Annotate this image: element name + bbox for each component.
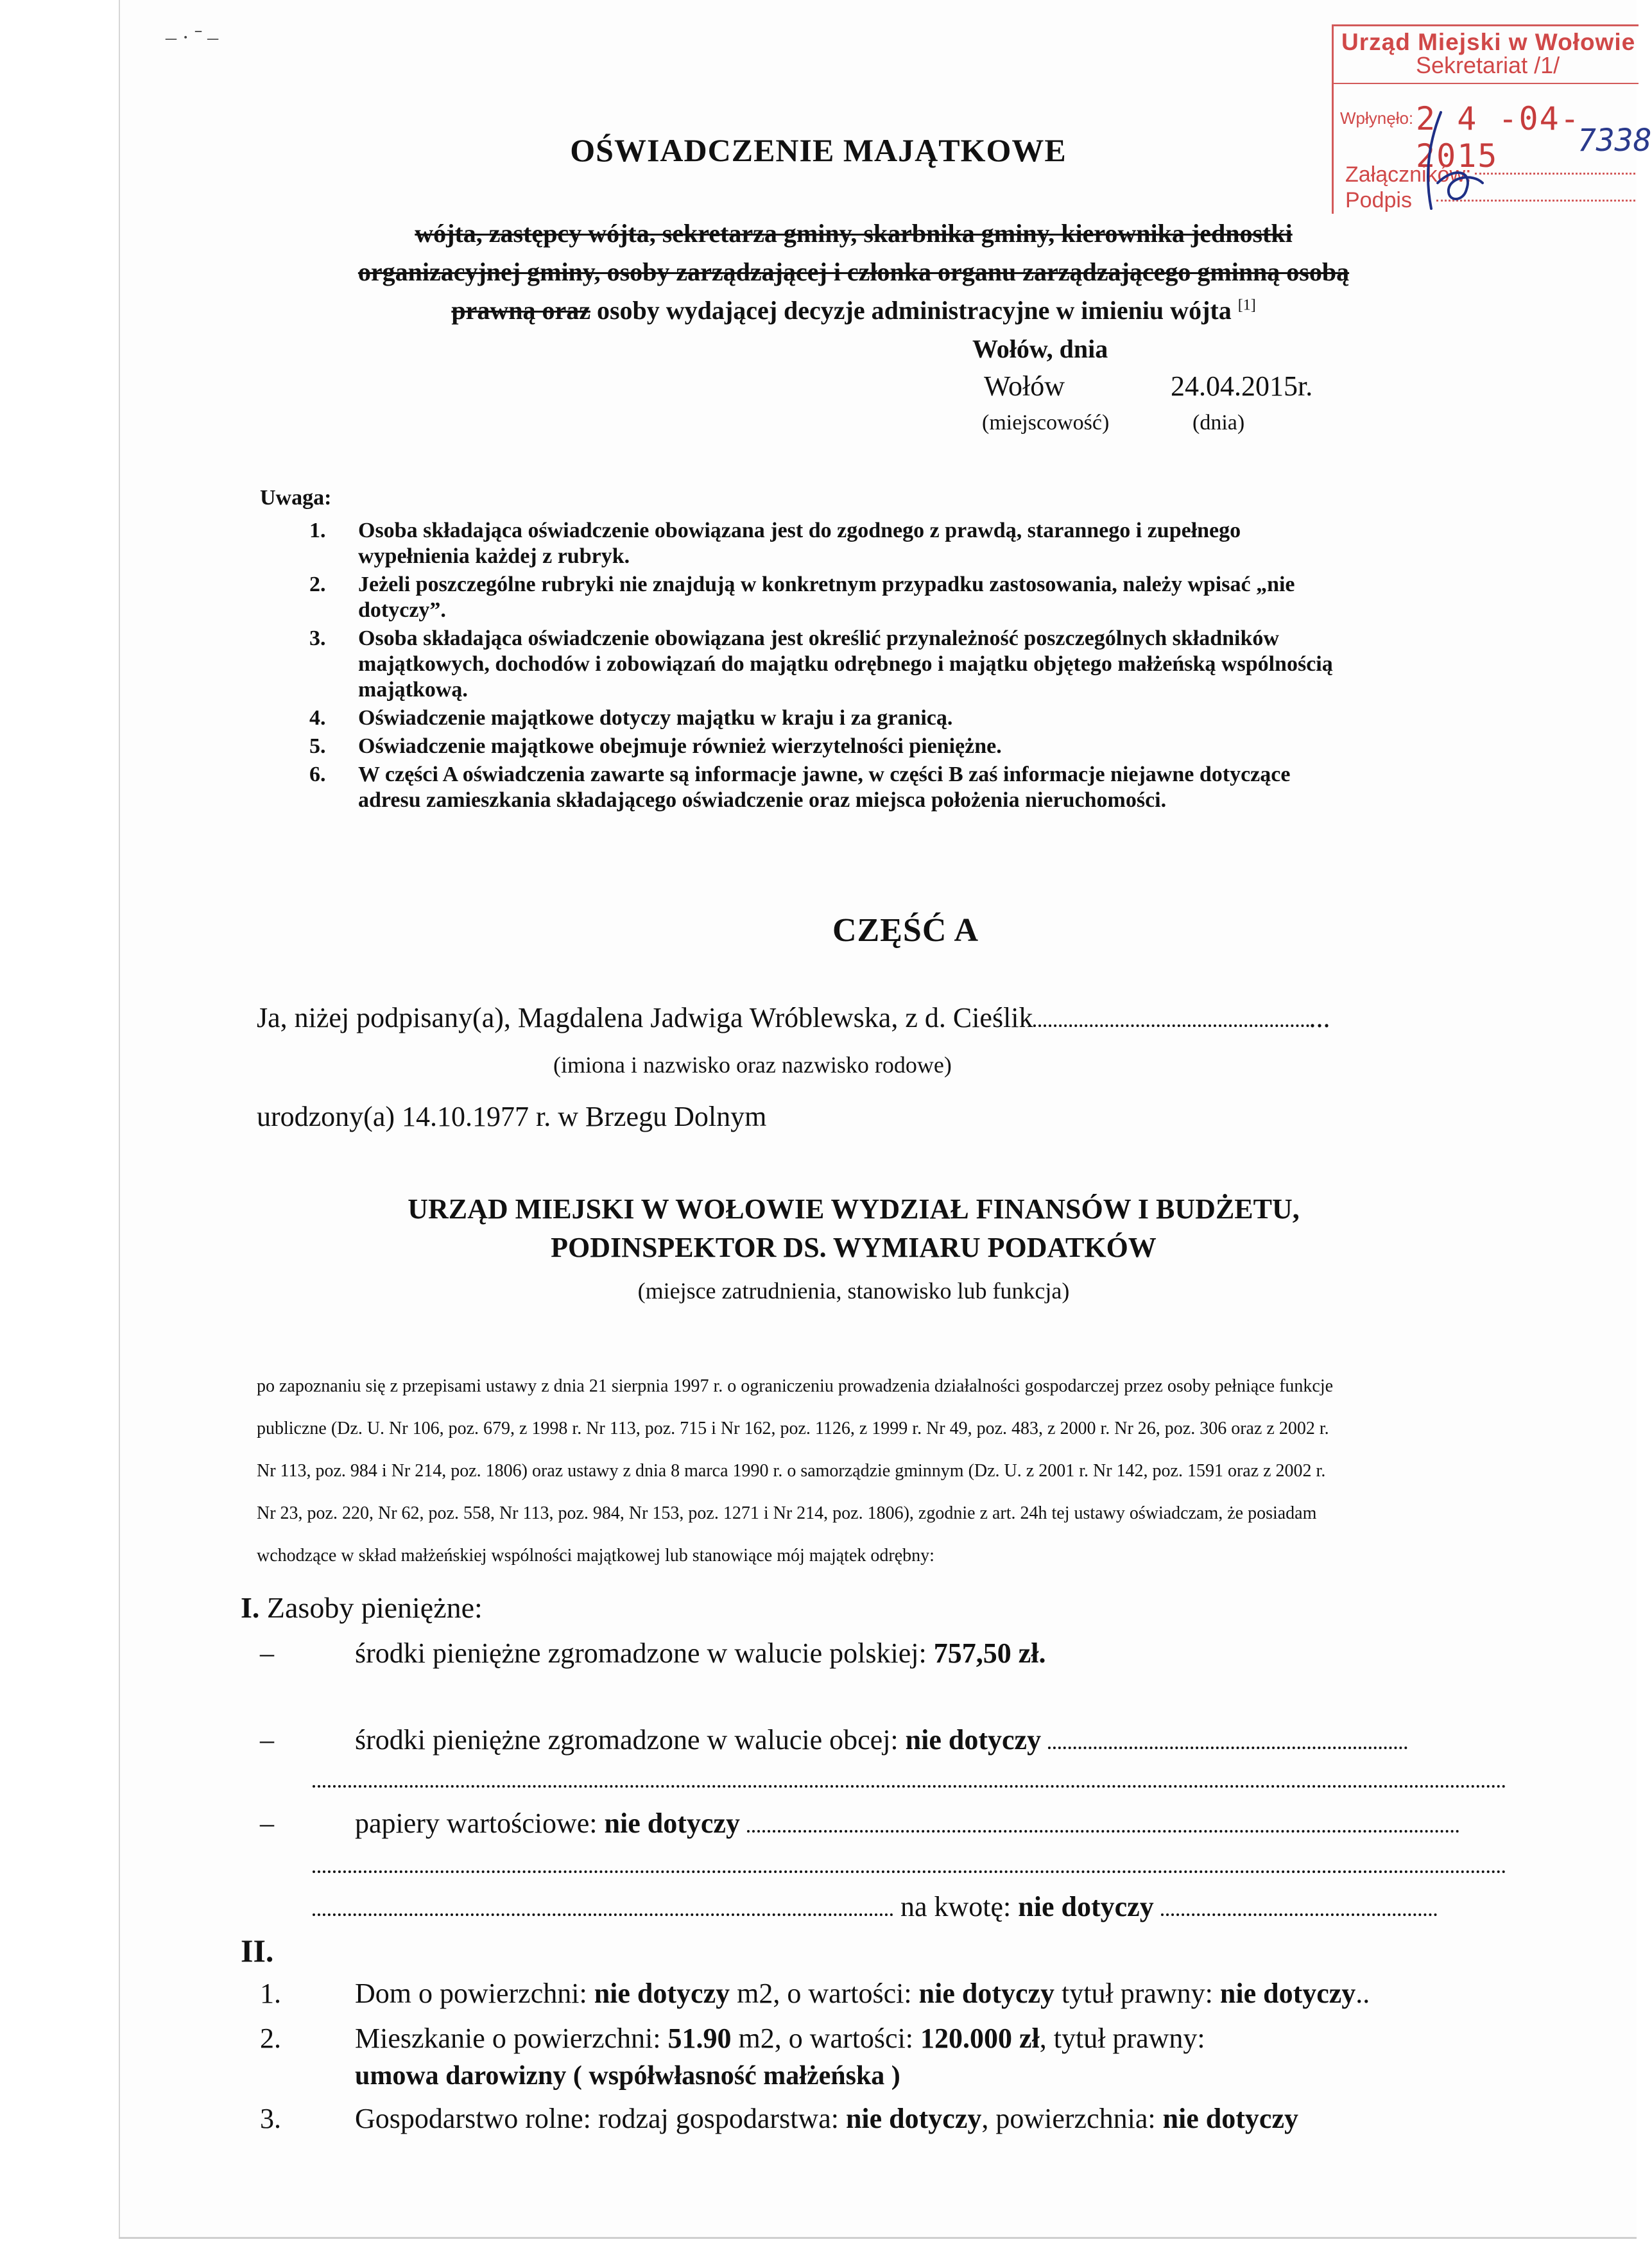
stamp-office: Urząd Miejski w Wołowie (1341, 29, 1636, 55)
notice-item-line: Osoba składająca oświadczenie obowiązana jest określić przynależność poszczególnych składników (358, 626, 1279, 650)
page-edge (119, 0, 120, 2237)
date-value: 24.04.2015r. (1171, 370, 1313, 402)
securities-amount-dots (1161, 1913, 1437, 1916)
cash-foreign-label: środki pieniężne zgromadzone w walucie obcej: (355, 1724, 906, 1756)
page-bottom-edge (119, 2237, 1637, 2239)
securities-amount-leading-dots (313, 1913, 893, 1916)
flat-title-value: umowa darowizny ( współwłasność małżeńska ) (355, 2061, 900, 2091)
cash-foreign-value: nie dotyczy (905, 1724, 1042, 1756)
subtitle-struck-text-3: prawną oraz (451, 296, 590, 325)
flat-title-label: , tytuł prawny: (1039, 2023, 1205, 2054)
securities-row (355, 1807, 1459, 1840)
legal-text-line: publiczne (Dz. U. Nr 106, poz. 679, z 1998 r. Nr 113, poz. 715 i Nr 162, poz. 1126, z 1999 r. Nr 49, poz. 483, z 2000 r. Nr 26, poz. 306 oraz z 2002 r. (257, 1419, 1329, 1438)
notice-item-line: Osoba składająca oświadczenie obowiązana jest do zgodnego z prawdą, starannego i zupełnego (358, 519, 1241, 542)
notice-item-number: 3. (309, 626, 326, 650)
declarant-caption: (imiona i nazwisko oraz nazwisko rodowe) (553, 1052, 952, 1078)
dash-securities: – (260, 1808, 274, 1839)
house-value: nie dotyczy (918, 1978, 1055, 2009)
stamp-received-label: Wpłynęło: (1340, 108, 1414, 128)
house-row (355, 1977, 1370, 2010)
stamp-department: Sekretariat /1/ (1416, 52, 1560, 78)
part-a-heading: CZĘŚĆ A (832, 912, 979, 949)
cash-foreign-dots-line (313, 1785, 1506, 1788)
section-1-roman: I. (241, 1591, 260, 1624)
place-value: Wołów (984, 370, 1065, 402)
employer-caption: (miejsce zatrudnienia, stanowisko lub funkcja) (637, 1278, 1070, 1304)
section-2-roman: II. (241, 1933, 274, 1969)
flat-num: 2. (260, 2023, 281, 2054)
declarant-dots (1033, 1024, 1309, 1027)
farm-label: Gospodarstwo rolne: rodzaj gospodarstwa: (355, 2103, 846, 2134)
notice-item-number: 2. (309, 573, 326, 596)
securities-label: papiery wartościowe: (355, 1808, 605, 1839)
house-num: 1. (260, 1978, 281, 2009)
stamp-divider (1334, 83, 1639, 84)
notice-item-line: W części A oświadczenia zawarte są informacje jawne, w części B zaś informacje niejawne dotyczące (358, 763, 1291, 786)
farm-area-label: , powierzchnia: (981, 2103, 1163, 2134)
farm-num: 3. (260, 2103, 281, 2134)
house-area: nie dotyczy (594, 1978, 730, 2009)
cash-pln-row (355, 1637, 1045, 1670)
date-caption: (dnia) (1192, 411, 1245, 435)
flat-unit-label: m2, o wartości: (731, 2023, 921, 2054)
subtitle-struck-text-1: wójta, zastępcy wójta, sekretarza gminy, skarbnika gminy, kierownika jednostki (415, 219, 1293, 248)
place-caption: (miejscowość) (982, 411, 1110, 435)
securities-amount-value: nie dotyczy (1018, 1891, 1154, 1922)
legal-text-line: Nr 23, poz. 220, Nr 62, poz. 558, Nr 113, poz. 984, Nr 153, poz. 1271 i Nr 214, poz. 1806), zgodnie z art. 24h tej ustawy oświadczam, że posiadam (257, 1503, 1317, 1523)
house-label: Dom o powierzchni: (355, 1978, 594, 2009)
dash-foreign: – (260, 1724, 274, 1756)
flat-value: 120.000 zł (920, 2023, 1040, 2054)
securities-dots-line (313, 1870, 1506, 1873)
place-date-label: Wołów, dnia (972, 334, 1108, 363)
birth-line: urodzony(a) 14.10.1977 r. w Brzegu Dolnym (257, 1101, 767, 1132)
declarant-trail: ... (1309, 1002, 1330, 1033)
subtitle-line-1 (257, 218, 1450, 248)
header-mark: – · ˉ – (166, 26, 219, 49)
legal-text-line: wchodzące w skład małżeńskiej wspólności majątkowej lub stanowiące mój majątek odrębny: (257, 1546, 934, 1566)
cash-foreign-dots-row (313, 1762, 1506, 1795)
notice-item-line: Oświadczenie majątkowe obejmuje również wierzytelności pieniężne. (358, 734, 1002, 758)
notice-item-number: 1. (309, 519, 326, 542)
notice-item-line: Oświadczenie majątkowe dotyczy majątku w kraju i za granicą. (358, 706, 953, 730)
farm-type: nie dotyczy (845, 2103, 982, 2134)
house-unit-label: m2, o wartości: (730, 1978, 919, 2009)
legal-text-line: po zapoznaniu się z przepisami ustawy z dnia 21 sierpnia 1997 r. o ograniczeniu prowadzenia działalności gospodarczej przez osoby pełniące funkcje (257, 1376, 1334, 1396)
legal-text-line: Nr 113, poz. 984 i Nr 214, poz. 1806) oraz ustawy z dnia 8 marca 1990 r. o samorządzie gminnym (Dz. U. z 2001 r. Nr 142, poz. 1591 oraz z 2002 r. (257, 1461, 1326, 1481)
subtitle-struck-text-2: organizacyjnej gminy, osoby zarządzającej i członka organu zarządzającego gminną osobą (357, 257, 1350, 286)
securities-amount-row (313, 1890, 1437, 1923)
subtitle-line-3 (257, 295, 1450, 325)
farm-row (355, 2102, 1298, 2135)
notice-item-line: majątkową. (358, 678, 468, 702)
stamp-signature-label: Podpis (1345, 188, 1412, 212)
notice-item-number: 5. (309, 734, 326, 758)
subtitle-line-2 (257, 257, 1450, 287)
house-title-value: nie dotyczy (1219, 1978, 1356, 2009)
stamp-registry-number: 7338 (1578, 123, 1652, 159)
flat-area: 51.90 (667, 2023, 732, 2054)
declarant-line (257, 1001, 1330, 1034)
employer-line-2: PODINSPEKTOR DS. WYMIARU PODATKÓW (551, 1232, 1157, 1263)
stamp-received-date: 2 4 -04- 2015 (1416, 100, 1581, 175)
notice-item-line: dotyczy”. (358, 598, 446, 622)
subtitle-text: osoby wydającej decyzje administracyjne w imieniu wójta (590, 296, 1232, 325)
flat-label: Mieszkanie o powierzchni: (355, 2023, 668, 2054)
house-trail: .. (1355, 1978, 1370, 2009)
notice-item-line: wypełnienia każdej z rubryk. (358, 544, 630, 568)
section-1-title: Zasoby pieniężne: (259, 1591, 483, 1624)
declarant-text: Ja, niżej podpisany(a), Magdalena Jadwiga Wróblewska, z d. Cieślik (257, 1002, 1033, 1033)
subtitle-footnote-mark: [1] (1237, 297, 1256, 314)
house-title-label: tytuł prawny: (1054, 1978, 1220, 2009)
section-1-heading (241, 1591, 483, 1625)
securities-dots-row (313, 1847, 1506, 1880)
notice-heading: Uwaga: (260, 486, 332, 510)
notice-item-line: Jeżeli poszczególne rubryki nie znajdują w konkretnym przypadku zastosowania, należy wpisać „nie (358, 573, 1295, 596)
notice-item-number: 6. (309, 763, 326, 786)
cash-pln-value: 757,50 zł. (933, 1637, 1046, 1669)
cash-foreign-row (355, 1723, 1407, 1756)
notice-item-number: 4. (309, 706, 326, 730)
document-title: OŚWIADCZENIE MAJĄTKOWE (570, 132, 1067, 168)
flat-row (355, 2022, 1205, 2055)
cash-pln-label: środki pieniężne zgromadzone w walucie polskiej: (355, 1637, 934, 1669)
dash-pln: – (260, 1637, 274, 1669)
securities-dots (747, 1830, 1459, 1833)
securities-amount-label: na kwotę: (893, 1891, 1019, 1922)
stamp-attachments-label: Załączników: (1345, 162, 1472, 187)
notice-item-line: adresu zamieszkania składającego oświadczenie oraz miejsca położenia nieruchomości. (358, 788, 1167, 812)
farm-area: nie dotyczy (1162, 2103, 1298, 2134)
cash-foreign-dots (1048, 1747, 1407, 1749)
securities-value: nie dotyczy (604, 1808, 740, 1839)
employer-line-1: URZĄD MIEJSKI W WOŁOWIE WYDZIAŁ FINANSÓW I BUDŻETU, (408, 1193, 1300, 1225)
notice-item-line: majątkowych, dochodów i zobowiązań do majątku odrębnego i majątku objętego małżeńską wspólnością (358, 652, 1333, 676)
